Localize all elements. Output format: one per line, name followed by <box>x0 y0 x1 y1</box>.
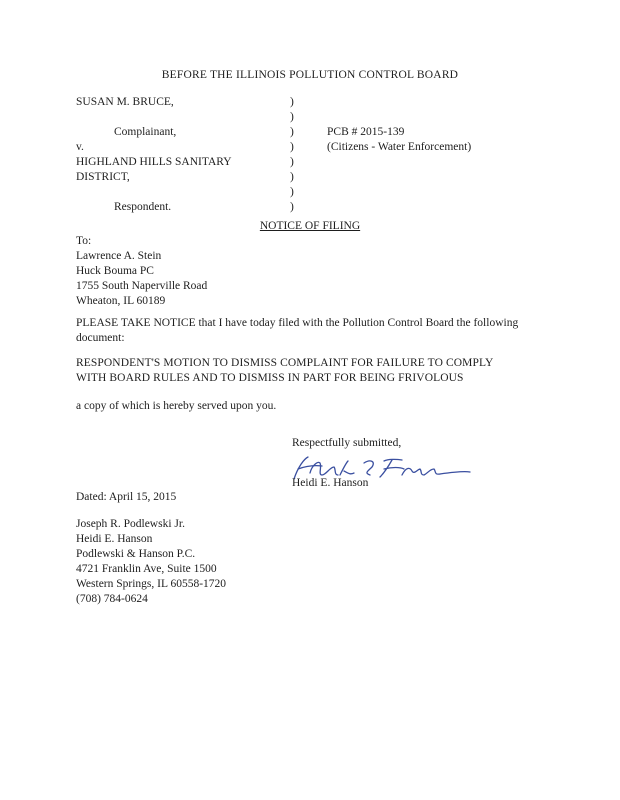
attorney-name: Joseph R. Podlewski Jr. <box>76 518 185 530</box>
caption-paren: ) <box>290 156 294 168</box>
dated-line: Dated: April 15, 2015 <box>76 491 177 503</box>
case-info <box>327 125 471 155</box>
caption-paren: ) <box>290 141 294 153</box>
firm-block <box>76 517 226 607</box>
attorney-name: Heidi E. Hanson <box>76 533 153 545</box>
served-paragraph: a copy of which is hereby served upon you. <box>76 400 277 412</box>
closing-line: Respectfully submitted, <box>292 437 402 449</box>
versus-label: v. <box>76 141 84 153</box>
addressee-city: Wheaton, IL 60189 <box>76 295 166 307</box>
motion-title-line2: WITH BOARD RULES AND TO DISMISS IN PART FOR BEING FRIVOLOUS <box>76 372 464 384</box>
caption-paren: ) <box>290 186 294 198</box>
addressee-name: Lawrence A. Stein <box>76 250 162 262</box>
caption-paren: ) <box>290 201 294 213</box>
caption-paren: ) <box>290 171 294 183</box>
signer-name: Heidi E. Hanson <box>292 477 369 489</box>
respondent-name-line1: HIGHLAND HILLS SANITARY <box>76 156 232 168</box>
court-heading: BEFORE THE ILLINOIS POLLUTION CONTROL BOARD <box>161 69 459 81</box>
firm-name: Podlewski & Hanson P.C. <box>76 548 196 560</box>
caption-spacer <box>76 110 232 125</box>
to-label: To: <box>76 235 92 247</box>
respondent-name-line2: DISTRICT, <box>76 171 130 183</box>
caption-paren: ) <box>290 126 294 138</box>
case-caption-parties <box>76 95 232 215</box>
notice-title: NOTICE OF FILING <box>259 220 361 232</box>
motion-title <box>76 356 556 386</box>
notice-paragraph: PLEASE TAKE NOTICE that I have today filed with the Pollution Control Board the following document: <box>76 317 519 344</box>
caption-parentheses <box>290 95 294 215</box>
addressee-street: 1755 South Naperville Road <box>76 280 208 292</box>
firm-phone: (708) 784-0624 <box>76 593 148 605</box>
case-type: (Citizens - Water Enforcement) <box>327 141 472 153</box>
respondent-role: Respondent. <box>114 201 172 213</box>
addressee-block <box>76 234 207 309</box>
caption-spacer <box>76 185 232 200</box>
complainant-role: Complainant, <box>114 126 177 138</box>
complainant-name: SUSAN M. BRUCE, <box>76 96 174 108</box>
addressee-firm: Huck Bouma PC <box>76 265 154 277</box>
firm-street: 4721 Franklin Ave, Suite 1500 <box>76 563 217 575</box>
case-number: PCB # 2015-139 <box>327 126 405 138</box>
motion-title-line1: RESPONDENT'S MOTION TO DISMISS COMPLAINT FOR FAILURE TO COMPLY <box>76 357 494 369</box>
firm-city: Western Springs, IL 60558-1720 <box>76 578 227 590</box>
caption-paren: ) <box>290 96 294 108</box>
caption-paren: ) <box>290 111 294 123</box>
